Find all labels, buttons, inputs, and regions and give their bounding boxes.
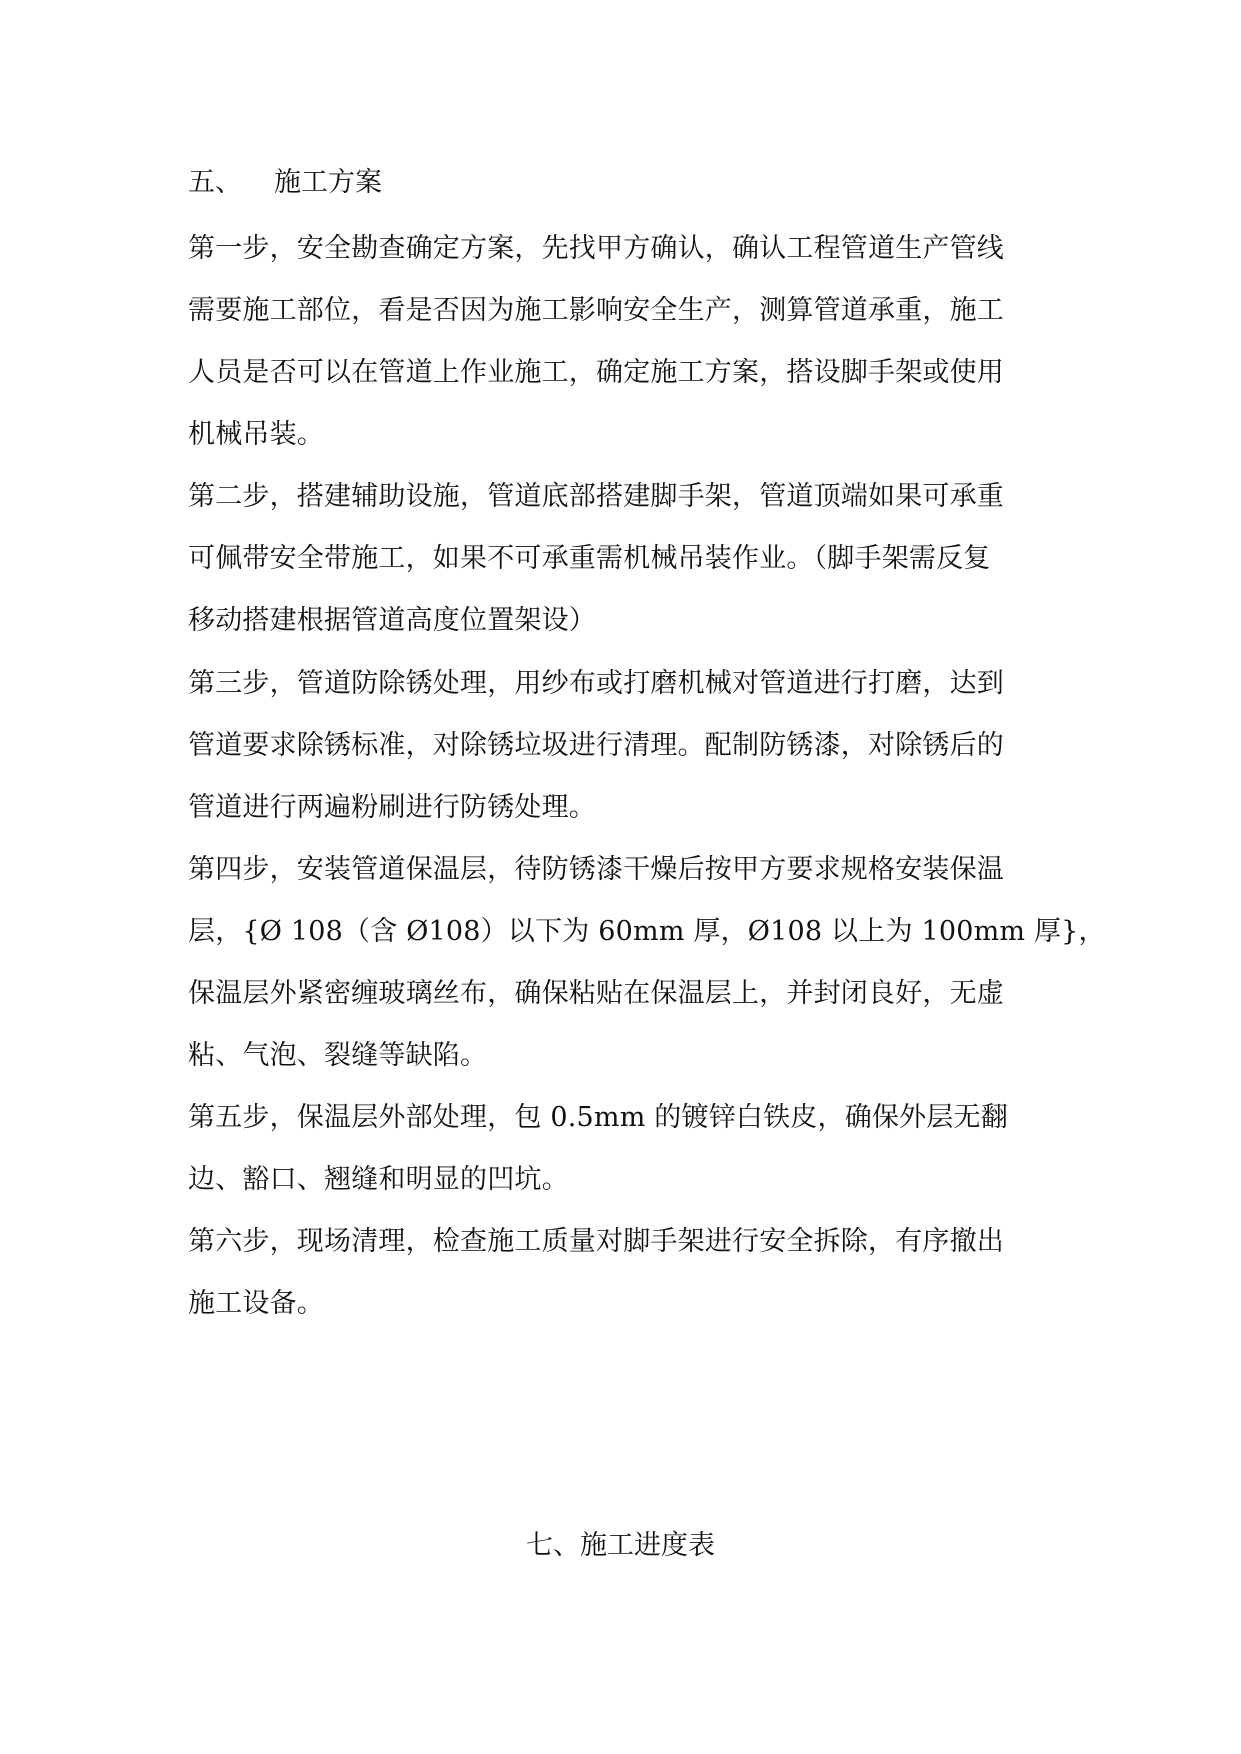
next-section-heading: 七、施工进度表 bbox=[526, 1530, 715, 1561]
section-number: 五、 bbox=[188, 167, 242, 198]
paragraph-line: 保温层外紧密缠玻璃丝布，确保粘贴在保温层上，并封闭良好，无虚 bbox=[188, 978, 1004, 1009]
paragraph-line: 第三步，管道防除锈处理，用纱布或打磨机械对管道进行打磨，达到 bbox=[188, 668, 1004, 699]
paragraph-line: 管道进行两遍粉刷进行防锈处理。 bbox=[188, 792, 596, 823]
paragraph-line: 需要施工部位，看是否因为施工影响安全生产，测算管道承重，施工 bbox=[188, 295, 1004, 326]
paragraph-line: 人员是否可以在管道上作业施工，确定施工方案，搭设脚手架或使用 bbox=[188, 357, 1004, 388]
paragraph-line: 移动搭建根据管道高度位置架设） bbox=[188, 605, 596, 636]
paragraph-line: 边、豁口、翘缝和明显的凹坑。 bbox=[188, 1164, 569, 1195]
paragraph-line: 第六步，现场清理，检查施工质量对脚手架进行安全拆除，有序撤出 bbox=[188, 1226, 1004, 1257]
paragraph-line: 第四步，安装管道保温层，待防锈漆干燥后按甲方要求规格安装保温 bbox=[188, 854, 1004, 885]
paragraph-line: 可佩带安全带施工，如果不可承重需机械吊装作业。（脚手架需反复 bbox=[188, 543, 991, 574]
paragraph-line: 粘、气泡、裂缝等缺陷。 bbox=[188, 1040, 488, 1071]
paragraph-line: 层，{Ø 108（含 Ø108）以下为 60mm 厚，Ø108 以上为 100mm 厚}， bbox=[188, 916, 1106, 947]
section-heading bbox=[188, 163, 382, 203]
section-title: 施工方案 bbox=[274, 167, 382, 198]
paragraph-line: 施工设备。 bbox=[188, 1288, 324, 1319]
paragraph-line: 管道要求除锈标准，对除锈垃圾进行清理。配制防锈漆，对除锈后的 bbox=[188, 730, 1004, 761]
paragraph-line: 第一步，安全勘查确定方案，先找甲方确认，确认工程管道生产管线 bbox=[188, 233, 1004, 264]
paragraph-line: 第五步，保温层外部处理，包 0.5mm 的镀锌白铁皮，确保外层无翻 bbox=[188, 1102, 1008, 1133]
paragraph-line: 机械吊装。 bbox=[188, 419, 324, 450]
paragraph-line: 第二步，搭建辅助设施，管道底部搭建脚手架，管道顶端如果可承重 bbox=[188, 481, 1004, 512]
